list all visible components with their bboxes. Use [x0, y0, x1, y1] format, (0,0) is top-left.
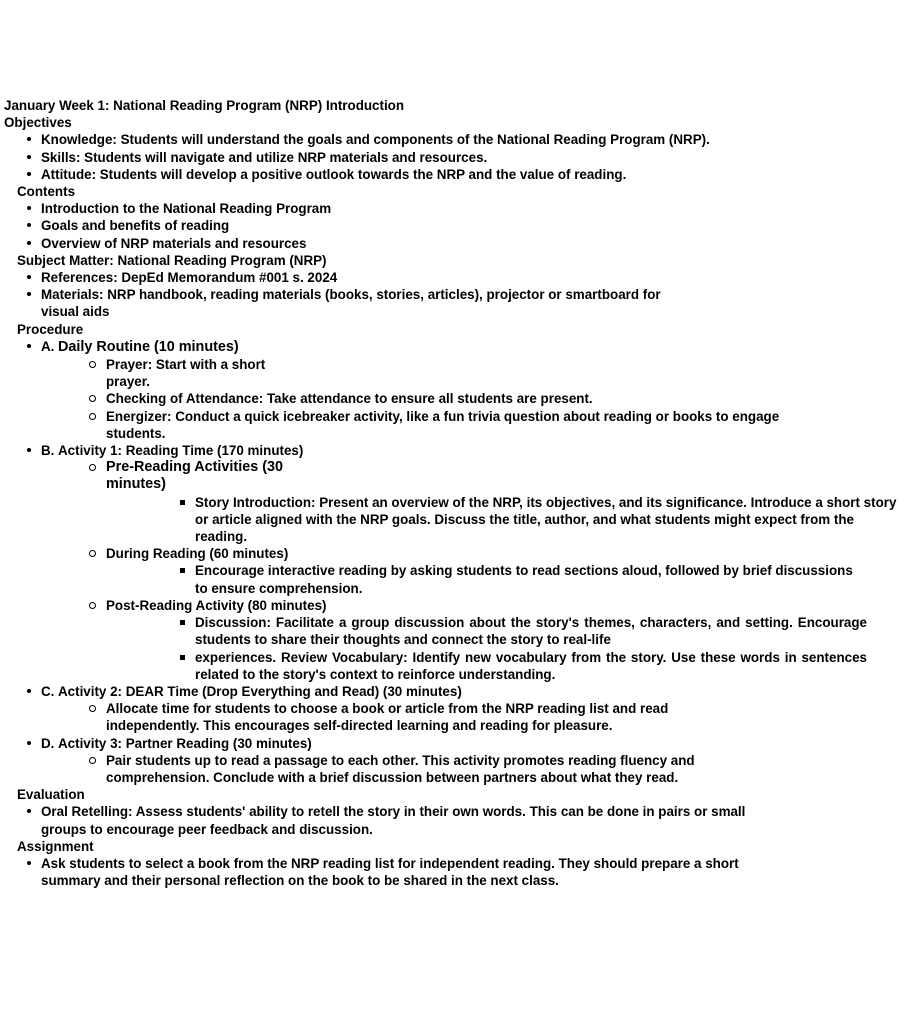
contents-item: Goals and benefits of reading — [0, 217, 768, 234]
during-reading-list — [106, 562, 853, 596]
prayer-item: Prayer: Start with a short prayer. — [41, 356, 286, 390]
step-a-sublist — [41, 356, 780, 442]
assignment-item: Ask students to select a book from the NRP reading list for independent reading. They should prepare a short summary and their personal reflection on the book to be shared in the next class. — [0, 855, 761, 889]
objective-item-skills: Skills: Students will navigate and utilize NRP materials and resources. — [0, 149, 768, 166]
pre-reading-title: Pre-Reading Activities (30 minutes) — [106, 459, 284, 493]
step-b-sublist — [41, 459, 897, 683]
step-c-title: Activity 2: DEAR Time (Drop Everything and Read) (30 minutes) — [58, 683, 462, 699]
page-title: January Week 1: National Reading Program (NRP) Introduction — [4, 98, 405, 113]
during-reading-group — [41, 545, 853, 597]
step-b-marker: B. — [41, 443, 55, 459]
pre-reading-list — [106, 494, 897, 546]
post-reading-title: Post-Reading Activity (80 minutes) — [106, 597, 327, 613]
post-reading-list — [106, 614, 867, 683]
objective-item-attitude: Attitude: Students will develop a positive outlook towards the NRP and the value of reading. — [0, 166, 768, 183]
procedure-step-d — [0, 735, 768, 787]
step-d-title: Activity 3: Partner Reading (30 minutes) — [58, 735, 312, 751]
objectives-heading: Objectives — [4, 115, 72, 131]
evaluation-heading: Evaluation — [17, 787, 85, 803]
contents-item: Overview of NRP materials and resources — [0, 235, 768, 252]
energizer-item: Energizer: Conduct a quick icebreaker activity, like a fun trivia question about reading or books to engage students. — [41, 408, 826, 442]
interactive-reading-item: Encourage interactive reading by asking students to read sections aloud, followed by brief discussions to ensure comprehension. — [106, 562, 867, 596]
discussion-item: Discussion: Facilitate a group discussion about the story's themes, characters, and setting. Encourage students to share their thoughts and connect the story to real-life — [106, 614, 867, 648]
step-c-sublist — [41, 700, 768, 734]
step-d-sublist — [41, 752, 768, 786]
step-a-marker: A. — [41, 338, 55, 354]
contents-heading: Contents — [17, 184, 76, 200]
vocabulary-item: experiences. Review Vocabulary: Identify new vocabulary from the story. Use these words in sentences related to the story's context to reinforce understanding. — [106, 649, 867, 683]
dear-time-item: Allocate time for students to choose a book or article from the NRP reading list and read independently. This encourages self-directed learning and reading for pleasure. — [41, 700, 746, 734]
evaluation-list — [0, 803, 768, 837]
procedure-step-b — [0, 442, 897, 683]
partner-reading-item: Pair students up to read a passage to each other. This activity promotes reading fluency and comprehension. Conclude with a brief discussion between partners about what they read. — [41, 752, 746, 786]
references-item: References: DepEd Memorandum #001 s. 2024 — [0, 269, 768, 286]
step-c-marker: C. — [41, 683, 55, 699]
attendance-item: Checking of Attendance: Take attendance to ensure all students are present. — [41, 390, 768, 407]
post-reading-group — [41, 597, 867, 683]
story-introduction-item: Story Introduction: Present an overview of the NRP, its objectives, and its significance. Introduce a short story or article aligned with the NRP goals. Discuss the title, author, and what students might expect from the reading. — [106, 494, 905, 546]
subject-matter-list — [0, 269, 768, 321]
procedure-step-a — [0, 338, 780, 442]
oral-retelling-item: Oral Retelling: Assess students' ability to retell the story in their own words. This can be done in pairs or small groups to encourage peer feedback and discussion. — [0, 803, 761, 837]
step-a-title: Daily Routine (10 minutes) — [58, 338, 239, 355]
materials-item: Materials: NRP handbook, reading materials (books, stories, articles), projector or smartboard for visual aids — [0, 286, 681, 320]
objectives-list — [0, 131, 768, 183]
assignment-list — [0, 855, 768, 889]
contents-item: Introduction to the National Reading Program — [0, 200, 768, 217]
procedure-list — [0, 338, 897, 786]
contents-list — [0, 200, 768, 252]
step-d-marker: D. — [41, 735, 55, 751]
objective-item-knowledge: Knowledge: Students will understand the goals and components of the National Reading Program (NRP). — [0, 131, 761, 148]
assignment-heading: Assignment — [17, 838, 94, 854]
subject-matter-heading: Subject Matter: National Reading Program (NRP) — [17, 252, 327, 268]
step-b-title: Activity 1: Reading Time (170 minutes) — [58, 443, 304, 459]
pre-reading-group — [41, 459, 897, 545]
procedure-step-c — [0, 683, 768, 735]
procedure-heading: Procedure — [17, 321, 84, 337]
during-reading-title: During Reading (60 minutes) — [106, 546, 289, 562]
